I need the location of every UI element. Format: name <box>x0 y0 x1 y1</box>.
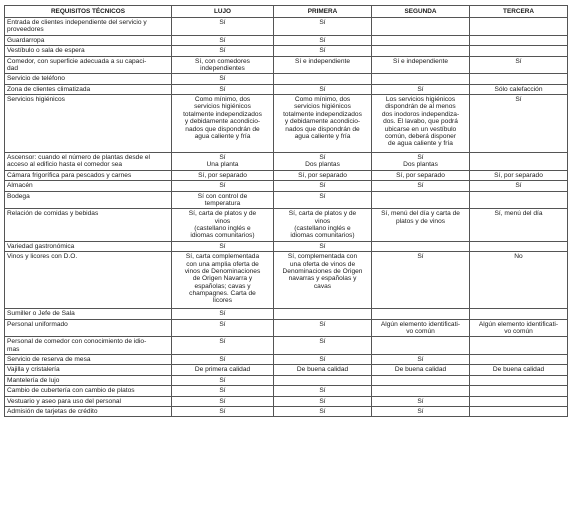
requirement-cell: Comedor, con superficie adecuada a su capaci- dad <box>5 56 172 74</box>
requirement-cell: Almacén <box>5 181 172 191</box>
requirement-cell: Mantelería de lujo <box>5 375 172 385</box>
cell-tercera <box>470 241 568 251</box>
cell-primera: Sí, por separado <box>274 170 372 180</box>
cell-lujo: Sí <box>172 406 274 416</box>
cell-lujo: Sí <box>172 46 274 56</box>
header-segunda: SEGUNDA <box>372 6 470 18</box>
cell-tercera <box>470 386 568 396</box>
cell-tercera <box>470 35 568 45</box>
table-row <box>5 209 568 242</box>
cell-segunda: Sí <box>372 355 470 365</box>
cell-primera <box>274 74 372 84</box>
cell-primera <box>274 309 372 319</box>
requirement-cell: Sumiller o Jefe de Sala <box>5 309 172 319</box>
requirement-cell: Vestíbulo o sala de espera <box>5 46 172 56</box>
requirement-cell: Vajilla y cristalería <box>5 365 172 375</box>
cell-tercera: Sí, por separado <box>470 170 568 180</box>
cell-lujo: Sí <box>172 84 274 94</box>
cell-tercera <box>470 375 568 385</box>
cell-segunda: Sí <box>372 181 470 191</box>
cell-lujo: Sí, carta de platos y de vinos (castellano inglés e idiomas comunitarios) <box>172 209 274 242</box>
table-row <box>5 74 568 84</box>
cell-segunda: Sí, por separado <box>372 170 470 180</box>
cell-primera: Sí <box>274 355 372 365</box>
requirement-cell: Ascensor: cuando el número de plantas desde el acceso al edificio hasta el comedor sea <box>5 153 172 171</box>
header-requisitos: REQUISITOS TÉCNICOS <box>5 6 172 18</box>
requirement-cell: Servicios higiénicos <box>5 95 172 153</box>
table-row <box>5 396 568 406</box>
cell-tercera <box>470 337 568 355</box>
cell-lujo: Sí, con comedores independientes <box>172 56 274 74</box>
requirement-cell: Entrada de clientes independiente del servicio y proveedores <box>5 18 172 36</box>
cell-primera: Sí <box>274 396 372 406</box>
cell-tercera: Sí <box>470 56 568 74</box>
cell-lujo: Sí <box>172 355 274 365</box>
cell-lujo: Sí, por separado <box>172 170 274 180</box>
cell-primera: Sí <box>274 46 372 56</box>
header-primera: PRIMERA <box>274 6 372 18</box>
cell-lujo: Sí <box>172 375 274 385</box>
cell-lujo: Sí <box>172 319 274 337</box>
cell-lujo: Sí, carta complementada con una amplia oferta de vinos de Denominaciones de Origen Navarra y españolas; cavas y champagnes. Carta de licores <box>172 252 274 309</box>
cell-lujo: Sí <box>172 74 274 84</box>
cell-primera: Sí <box>274 84 372 94</box>
cell-lujo: Sí <box>172 337 274 355</box>
cell-primera: Sí <box>274 18 372 36</box>
requirement-cell: Zona de clientes climatizada <box>5 84 172 94</box>
cell-segunda: Sí <box>372 396 470 406</box>
table-row <box>5 337 568 355</box>
cell-primera: Sí <box>274 386 372 396</box>
cell-tercera <box>470 396 568 406</box>
cell-segunda <box>372 46 470 56</box>
header-lujo: LUJO <box>172 6 274 18</box>
table-row <box>5 365 568 375</box>
cell-tercera <box>470 46 568 56</box>
requirements-table <box>4 5 568 417</box>
cell-segunda <box>372 241 470 251</box>
cell-lujo: Sí <box>172 181 274 191</box>
table-row <box>5 355 568 365</box>
cell-tercera: Sí <box>470 95 568 153</box>
table-row <box>5 18 568 36</box>
page <box>4 5 571 417</box>
cell-primera: Sí, complementada con una oferta de vinos de Denominaciones de Origen navarras y españolas y cavas <box>274 252 372 309</box>
cell-lujo: Sí con control de temperatura <box>172 191 274 209</box>
cell-segunda: Sí <box>372 84 470 94</box>
cell-lujo: Sí <box>172 309 274 319</box>
cell-segunda: Los servicios higiénicos dispondrán de al menos dos inodoros independiza- dos. El lavabo, que podrá ubicarse en un vestíbulo común, deberá disponer de agua caliente y fría <box>372 95 470 153</box>
cell-lujo: De primera calidad <box>172 365 274 375</box>
cell-tercera <box>470 18 568 36</box>
cell-tercera: Algún elemento identificati- vo común <box>470 319 568 337</box>
cell-primera <box>274 375 372 385</box>
cell-lujo: Sí <box>172 241 274 251</box>
cell-primera: Sí <box>274 181 372 191</box>
table-row <box>5 319 568 337</box>
requirement-cell: Variedad gastronómica <box>5 241 172 251</box>
cell-lujo: Sí <box>172 18 274 36</box>
cell-segunda <box>372 74 470 84</box>
table-row <box>5 386 568 396</box>
table-row <box>5 56 568 74</box>
cell-segunda: Sí Dos plantas <box>372 153 470 171</box>
cell-segunda: Sí e independiente <box>372 56 470 74</box>
cell-segunda <box>372 191 470 209</box>
table-row <box>5 309 568 319</box>
cell-tercera <box>470 355 568 365</box>
cell-tercera: No <box>470 252 568 309</box>
cell-segunda <box>372 375 470 385</box>
table-row <box>5 252 568 309</box>
cell-primera: Sí e independiente <box>274 56 372 74</box>
cell-lujo: Como mínimo, dos servicios higiénicos totalmente independizados y debidamente acondicio- nados que dispondrán de agua caliente y fría <box>172 95 274 153</box>
table-row <box>5 153 568 171</box>
cell-tercera: Sólo calefacción <box>470 84 568 94</box>
cell-primera: Sí, carta de platos y de vinos (castellano inglés e idiomas comunitarios) <box>274 209 372 242</box>
table-row <box>5 375 568 385</box>
cell-lujo: Sí <box>172 35 274 45</box>
cell-primera: Sí <box>274 319 372 337</box>
cell-tercera <box>470 191 568 209</box>
cell-segunda <box>372 386 470 396</box>
cell-tercera <box>470 406 568 416</box>
requirement-cell: Admisión de tarjetas de crédito <box>5 406 172 416</box>
table-row <box>5 170 568 180</box>
requirement-cell: Cambio de cubertería con cambio de platos <box>5 386 172 396</box>
requirement-cell: Personal de comedor con conocimiento de idio- mas <box>5 337 172 355</box>
header-tercera: TERCERA <box>470 6 568 18</box>
cell-primera: Sí <box>274 35 372 45</box>
cell-primera: Sí <box>274 337 372 355</box>
cell-segunda: Sí <box>372 406 470 416</box>
cell-lujo: Sí <box>172 386 274 396</box>
cell-lujo: Sí <box>172 396 274 406</box>
requirement-cell: Vinos y licores con D.O. <box>5 252 172 309</box>
table-row <box>5 46 568 56</box>
table-row <box>5 84 568 94</box>
table-row <box>5 191 568 209</box>
header-row <box>5 6 568 18</box>
cell-segunda <box>372 337 470 355</box>
cell-primera: Sí <box>274 241 372 251</box>
cell-segunda <box>372 18 470 36</box>
cell-segunda: Sí <box>372 252 470 309</box>
requirement-cell: Cámara frigorífica para pescados y carnes <box>5 170 172 180</box>
requirement-cell: Bodega <box>5 191 172 209</box>
table-row <box>5 35 568 45</box>
cell-primera: Sí <box>274 406 372 416</box>
requirement-cell: Relación de comidas y bebidas <box>5 209 172 242</box>
cell-segunda: Sí, menú del día y carta de platos y de vinos <box>372 209 470 242</box>
requirement-cell: Servicio de reserva de mesa <box>5 355 172 365</box>
table-row <box>5 181 568 191</box>
cell-primera: Sí Dos plantas <box>274 153 372 171</box>
table-row <box>5 95 568 153</box>
table-row <box>5 241 568 251</box>
cell-segunda: Algún elemento identificati- vo común <box>372 319 470 337</box>
cell-tercera: Sí, menú del día <box>470 209 568 242</box>
cell-tercera <box>470 309 568 319</box>
cell-segunda: De buena calidad <box>372 365 470 375</box>
cell-primera: Sí <box>274 191 372 209</box>
cell-tercera: De buena calidad <box>470 365 568 375</box>
cell-tercera <box>470 74 568 84</box>
cell-segunda <box>372 35 470 45</box>
cell-lujo: Sí Una planta <box>172 153 274 171</box>
requirement-cell: Guardarropa <box>5 35 172 45</box>
table-row <box>5 406 568 416</box>
table-body <box>5 18 568 417</box>
requirement-cell: Servicio de teléfono <box>5 74 172 84</box>
cell-primera: De buena calidad <box>274 365 372 375</box>
cell-segunda <box>372 309 470 319</box>
cell-tercera <box>470 153 568 171</box>
cell-tercera: Sí <box>470 181 568 191</box>
requirement-cell: Vestuario y aseo para uso del personal <box>5 396 172 406</box>
requirement-cell: Personal uniformado <box>5 319 172 337</box>
cell-primera: Como mínimo, dos servicios higiénicos totalmente independizados y debidamente acondicio- nados que dispondrán de agua caliente y fría <box>274 95 372 153</box>
